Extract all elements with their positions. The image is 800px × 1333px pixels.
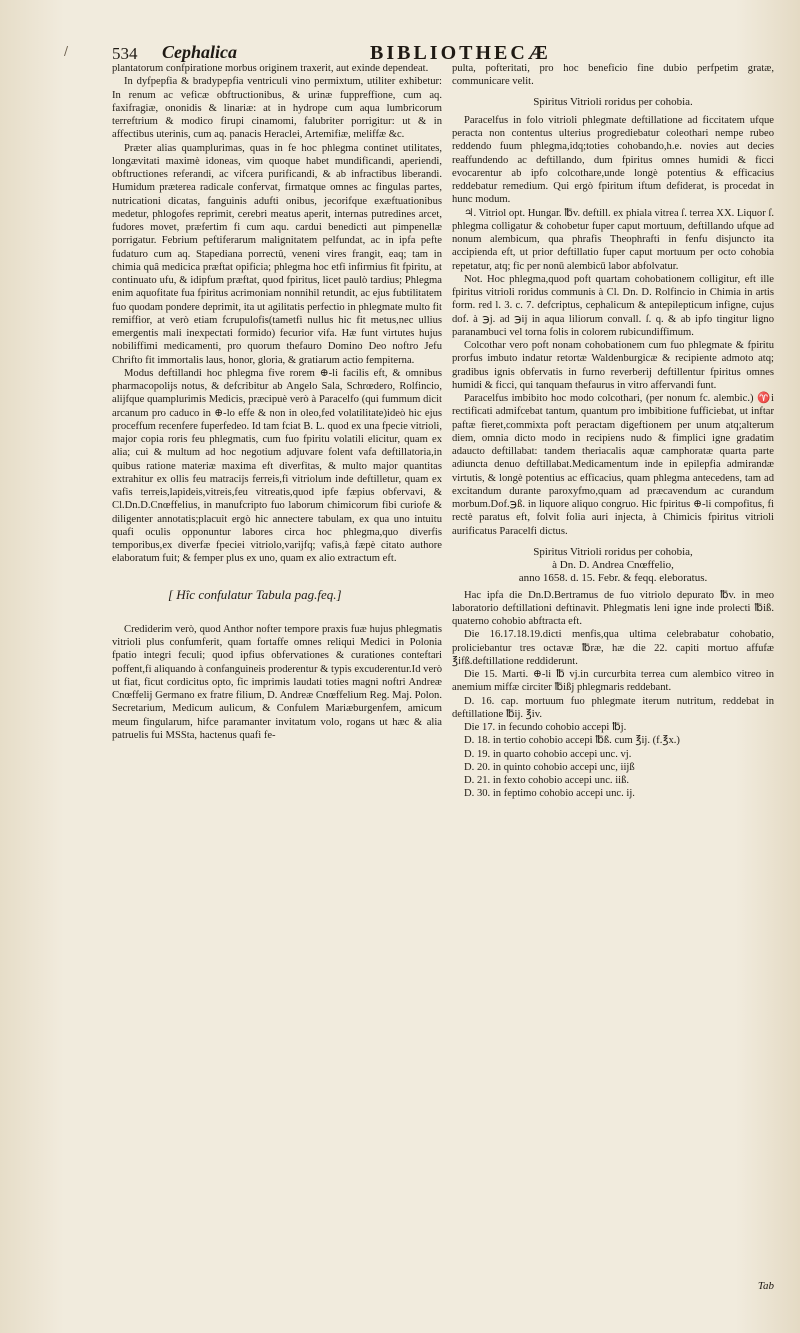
heading-line: anno 1658. d. 15. Febr. & feqq. eleboratus. bbox=[518, 572, 708, 585]
recipe-paragraph: ♃. Vitriol opt. Hungar. ℔v. deftill. ex phiala vitrea ſ. terrea XX. Liquor ſ. phlegma colligatur & cohobetur fuper caput mortuum, deftillando ufque ad nonum alembicum, qua phrafis Theophrafti in fenfu disjuncto ita accipienda eft, ut prior deftillatio fuper caput mortuum per octo cohobia repetatur, atq; fic per nonū alembicū labor abfolvatur. bbox=[452, 207, 774, 272]
paragraph: Die 16.17.18.19.dicti menfis,qua ultima celebrabatur cohobatio, proliciebantur tres octavæ ℔ræ, hæ die 22. capiti mortuo affufæ ℥ifß.deftillatione reddiderunt. bbox=[452, 629, 774, 667]
paragraph: Die 15. Marti. ⊕-li ℔ vj.in curcurbita terrea cum alembico vitreo in anemium miffæ circiter ℔ißj phlegmaris reddebant. bbox=[452, 669, 774, 694]
list-item: D. 20. in quinto cohobio accepi unc, iijß bbox=[464, 761, 635, 773]
list-item: D. 30. in feptimo cohobio accepi unc. ij. bbox=[464, 788, 635, 800]
paragraph: In dyfpepfia & bradypepfia ventriculi vino permixtum, utiliter exhibetur: In renum ac veficæ obftructionibus, & urinæ fuppreffione, cum aq. faxifragiæ, ononidis & linariæ: at in hydrope cum aqua lumbricorum terreftrium & modico firupi cinamomi, falubriter porrigitur: ut & in affectibus uterinis, cum aq. panacis Heraclei, Artemifiæ, meliffæ &c. bbox=[112, 76, 442, 141]
list-item: D. 18. in tertio cohobio accepi ℔ß. cum ℥ij. (f.℥x.) bbox=[464, 735, 680, 747]
section-heading bbox=[452, 546, 774, 586]
margin-mark: / bbox=[64, 44, 69, 58]
list-item: Die 17. in fecundo cohobio accepi ℔j. bbox=[464, 722, 627, 733]
paragraph: Crediderim verò, quod Anthor nofter tempore praxis fuæ hujus phlegmatis vitrioli plus confumferit, quam fortaffe omnes reliqui Medici in Polonia fpatio integri feculi; quod ipfius obfervationes & curationes conteftari poffent,fi aliquando à confanguineis proderentur & typis excuderentur.Id verò ut fiat, ficut cordicitus opto, fic imprimis laudati toties magni noftri Andreæ Cnœffelij Germano ex fratre filium, D. Andreæ Cnœffelium Reg. Maj. Polon. Secretarium, Medicum aulicum, & Confulem Mariæburgenfem, amicum meum fingularum, hifce paramanter invitatum volo, rogans ut hæc & alia patruelis fui MSSta, hactenus quafi fe- bbox=[112, 623, 442, 741]
table-reference-note: [ Hîc confulatur Tabula pag.feq.] bbox=[168, 586, 342, 602]
page-number: 534 bbox=[112, 44, 138, 63]
paragraph: Modus deftillandi hoc phlegma five rorem ⊕-li facilis eft, & omnibus pharmacopolijs notus, & defcribitur ab Angelo Sala, Schrœdero, Rolfincio, alijfque quamplurimis Medicis, præcipuè verò à Paracelfo (qui fummum dicit arcanum pro caduco in ⊕-lo effe & non in oleo,fed volatilitate)ideò hic ejus proceffum recenfere fuperfedeo. Id tam fciat B. L. quod ex una fpecie vitrioli, major copia roris feu phlegmatis, cum fuo fpiritu volatili elicitur, quam ex alia; cui & multum ad hoc negotium adjuvare folent vafa deftillatoria,in quibus ratione materiæ maxima eft diverfitas, & multo major quantitas extrahitur ex ollis feu matracijs ferreis,fi vitriolum inde deftilletur, quam ex vafis terreis,lapideis,vitreis,feu vitreatis,quod ipfe fæpius obfervavi, & Cl.Dn.D.Cnœffelius, in manufcripto fuo laborum chimicorum fibi curiofe & diligenter annotatis;placuit ergò hic annectere tabulam, ex qua uno intuitu quafi oculis opponuntur labores circa hoc phlegma,quo diverfis temporibus,ex diverfæ fpeciei vitriolo,varijfq; vafis,à fæpè citato authore elaboratum fuit; & femper plus ex uno, quam ex alio extractum eft. bbox=[112, 367, 442, 565]
heading-line: Spiritus Vitrioli roridus per cohobia, bbox=[533, 545, 693, 558]
right-column bbox=[452, 62, 774, 801]
paragraph: Paracelfus in folo vitrioli phlegmate deftillatione ad ficcitatem ufque peracta non contentus ulterius progrediebatur coleothari nempe rubeo reddendo fuum phlegma,idq;toties cohobando,h.e. novies aut decies reaffundendo ac deftillando, dum fpiritus omnes humidi & ficci evocarentur ab ipfo colcothare,unde longè potentius & efficacius reddebatur remedium. Qui ergò fpiritum iftum defiderat, is procedat in hunc modum. bbox=[452, 114, 774, 206]
catchword: Tab bbox=[757, 1280, 774, 1292]
paragraph: Colcothar vero poft nonam cohobationem cum fuo phlegmate & fpiritu prorfus imbuto indatur retortæ Waldenburgicæ & recipiente admoto atq; gradibus ignis obfervatis in furno reverberij deftillentur fpiritus omnes humidi & ficci, qui tanquam thefaurus in vitro affervandi funt. bbox=[452, 340, 774, 391]
list-item: D. 21. in fexto cohobio accepi unc. iiß. bbox=[464, 775, 630, 786]
list-item: D. 19. in quarto cohobio accepi unc. vj. bbox=[464, 748, 632, 760]
paragraph: Not. Hoc phlegma,quod poft quartam cohobationem colligitur, eft ille fpiritus vitrioli roridus communis à Cl. Dn. D. Rolfincio in Chimia in artis form. red l. 3. c. 7. defcriptus, cephalicum & antepilepticum infigne, cujus dof. à ℈j. ad ℈ij in aqua liliorum convall. ſ. q. & ab ipfo tingitur ligno paranambuci vel torna folis in colorem rubicundiffimum. bbox=[452, 273, 774, 338]
section-heading: Spiritus Vitrioli roridus per cohobia. bbox=[533, 95, 693, 108]
paragraph: plantatorum confpiratione morbus originem traxerit, aut exinde dependeat. bbox=[112, 63, 429, 74]
heading-line: à Dn. D. Andrea Cnœffelio, bbox=[552, 559, 674, 571]
paragraph: Præter alias quamplurimas, quas in fe hoc phlegma continet utilitates, longævitati maximè idoneas, vim quoque habet mundificandi, aperiendi, obftructiones referandi, ac vifcera purificandi, & ab infractibus liberandi. Humidum præterea radicale confervat, firmatque omnes ac fingulas partes, nutricationi dicatas, fanguinis adufti onibus, jecorifque exæftuationibus medetur, phlogofes reprimit, cerebri meatus aperit, internas putredines arcet, fudores movet, præfertim fi cum aqu. cardui benedicti aut pimpenellæ porrigatur. Febrium peftiferarum malignitatem pelfundat, ac in ipfa pefte fudaturo cum aq. Stapediana porrectû, veneni vires frangit, eaq; tam in chimia quâ medicica præftat opificia; phlegma hoc etfi infirmius fit fpiritu, at continuato ufu, & idipfum præftat, quod fpiritus, licet paulò tardius; Phlegma enim aquofitate fua fpiritus acrimoniam nonnihil retundit, ac ejus fubtilitatem fuo quodam pondere deprimit, ita ut agilitatis perfectio in phlegmate multo fit remiffior, at verò etiam fcrupulofis(tametfi nullus hic fit metus,nec ullius emergentis mali inexpectati formido) fecurior vifa. Hæ funt virtutes hujus nobiliffimi medicamenti, pro quorum thefauro Domino Deo noftro Jefu Chrifto fit immortalis laus, honor, gloria, & gratiarum actio fempiterna. bbox=[112, 142, 442, 366]
paragraph: Hac ipfa die Dn.D.Bertramus de fuo vitriolo depurato ℔v. in meo laboratorio deftillationi deftinavit. Phlegmatis leni igne inde prolecti ℔iß. quaterno cohobio abftracta eft. bbox=[452, 589, 774, 627]
paragraph: pulta, pofteritati, pro hoc beneficio fine dubio perfpetim gratæ, communicare velit. bbox=[452, 63, 774, 88]
paragraph: Paracelfus imbibito hoc modo colcothari, (per nonum fc. alembic.) ♈i rectificati admifcebat tantum, quantum pro imbibitione fufficiebat, ut inftar paftæ fieret,commixta poft peractam digeftionem per unum atq;alterum diem, omnia dicto modo in recipiens nudo & fimplici igne gradatim adaucto deftillabat: tandem theriacalis aquæ camphoratæ quarta parte adiuncta denuo deftillabat.Medicamentum inde in epilepfia admirandæ virtutis, & longè potentius ac efficacius, quam phlegma antecedens, tam ad excitandum durante paroxyfmo,quam ad præcavendum ac curandum morbum.Dof.℈ß. in liquore aliquo congruo. Hic fpiritus ⊕-li compofitus, fi rectè paratus eft, folvit folia auri injecta, à Chimicis fpiritus vitrioli aurificatus Paracelfi dictus. bbox=[452, 393, 774, 537]
book-title: BIBLIOTHECÆ bbox=[370, 42, 551, 64]
paragraph: D. 16. cap. mortuum fuo phlegmate iterum nutritum, reddebat in deftillatione ℔ij. ℥iv. bbox=[452, 695, 774, 720]
section-title: Cephalica bbox=[162, 42, 237, 62]
left-column bbox=[112, 62, 442, 742]
